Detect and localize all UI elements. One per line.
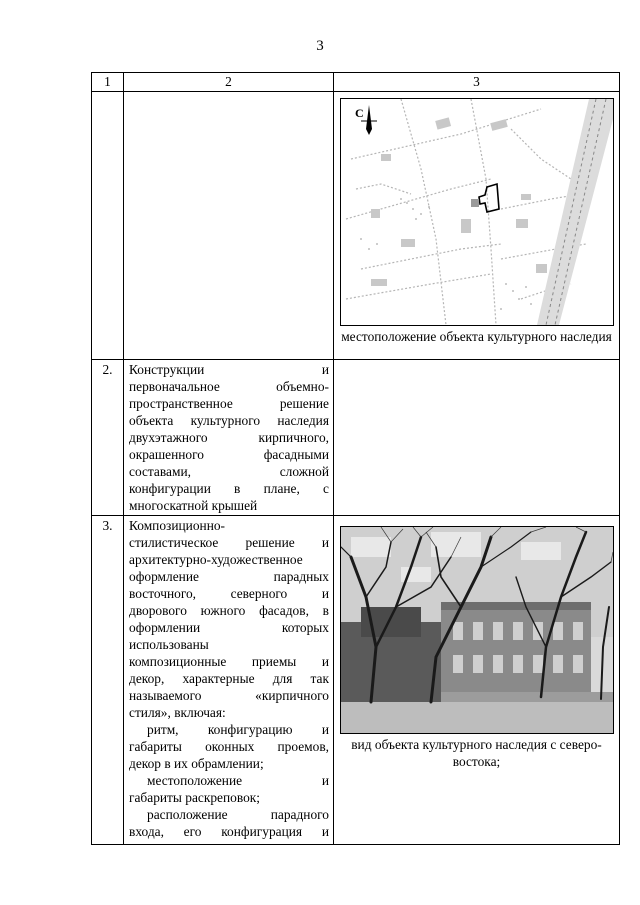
table-row <box>92 360 620 516</box>
location-map <box>340 98 614 326</box>
text-line: конфигурации в плане, с <box>129 481 329 496</box>
text-line: объекта культурного наследия <box>129 413 329 428</box>
text-line: первоначальное объемно- <box>129 379 329 394</box>
map-caption: местоположение объекта культурного наследия <box>341 329 612 344</box>
row-description <box>124 360 334 516</box>
text-line: архитектурно-художественное <box>129 552 303 567</box>
text-line: Конструкции и <box>129 362 329 377</box>
photo-cell <box>334 516 620 845</box>
row-number: 3. <box>92 516 124 845</box>
row-description <box>124 516 334 845</box>
text-line: использованы <box>129 637 209 652</box>
text-line: декор в их обрамлении; <box>129 756 264 771</box>
text-line: габариты оконных проемов, <box>129 739 329 754</box>
text-line: составами, сложной <box>129 464 329 479</box>
building-photo <box>340 526 614 734</box>
heritage-table <box>91 72 620 845</box>
text-line: оформление парадных <box>129 569 329 584</box>
text-line: декор, характерные для так <box>129 671 329 686</box>
text-line: композиционные приемы и <box>129 654 329 669</box>
row-text-empty <box>124 92 334 360</box>
row-number: 2. <box>92 360 124 516</box>
text-line: многоскатной крышей <box>129 498 258 513</box>
table-row <box>92 516 620 845</box>
table-header-row <box>92 73 620 92</box>
page-number: 3 <box>316 38 324 54</box>
text-line: стиля», включая: <box>129 705 226 720</box>
text-line: расположение парадного <box>147 807 329 822</box>
table-row <box>92 92 620 360</box>
header-col-2: 2 <box>124 73 334 92</box>
text-line: стилистическое решение и <box>129 535 329 550</box>
text-line: пространственное решение <box>129 396 329 411</box>
text-line: называемого «кирпичного <box>129 688 329 703</box>
north-label: С <box>355 106 364 120</box>
header-col-1: 1 <box>92 73 124 92</box>
text-line: окрашенного фасадными <box>129 447 329 462</box>
text-line: габариты раскреповок; <box>129 790 260 805</box>
text-line: входа, его конфигурация и <box>129 824 329 839</box>
text-line: ритм, конфигурацию и <box>147 722 329 737</box>
text-line: восточного, северного и <box>129 586 329 601</box>
text-line: дворового южного фасадов, в <box>129 603 329 618</box>
header-col-3: 3 <box>334 73 620 92</box>
row-number <box>92 92 124 360</box>
photo-caption: вид объекта культурного наследия с северо-востока; <box>351 737 602 769</box>
map-cell <box>334 92 620 360</box>
text-line: местоположение и <box>147 773 329 788</box>
text-line: Композиционно- <box>129 518 226 533</box>
text-line: двухэтажного кирпичного, <box>129 430 329 445</box>
empty-figure-cell <box>334 360 620 516</box>
text-line: оформлении которых <box>129 620 329 635</box>
